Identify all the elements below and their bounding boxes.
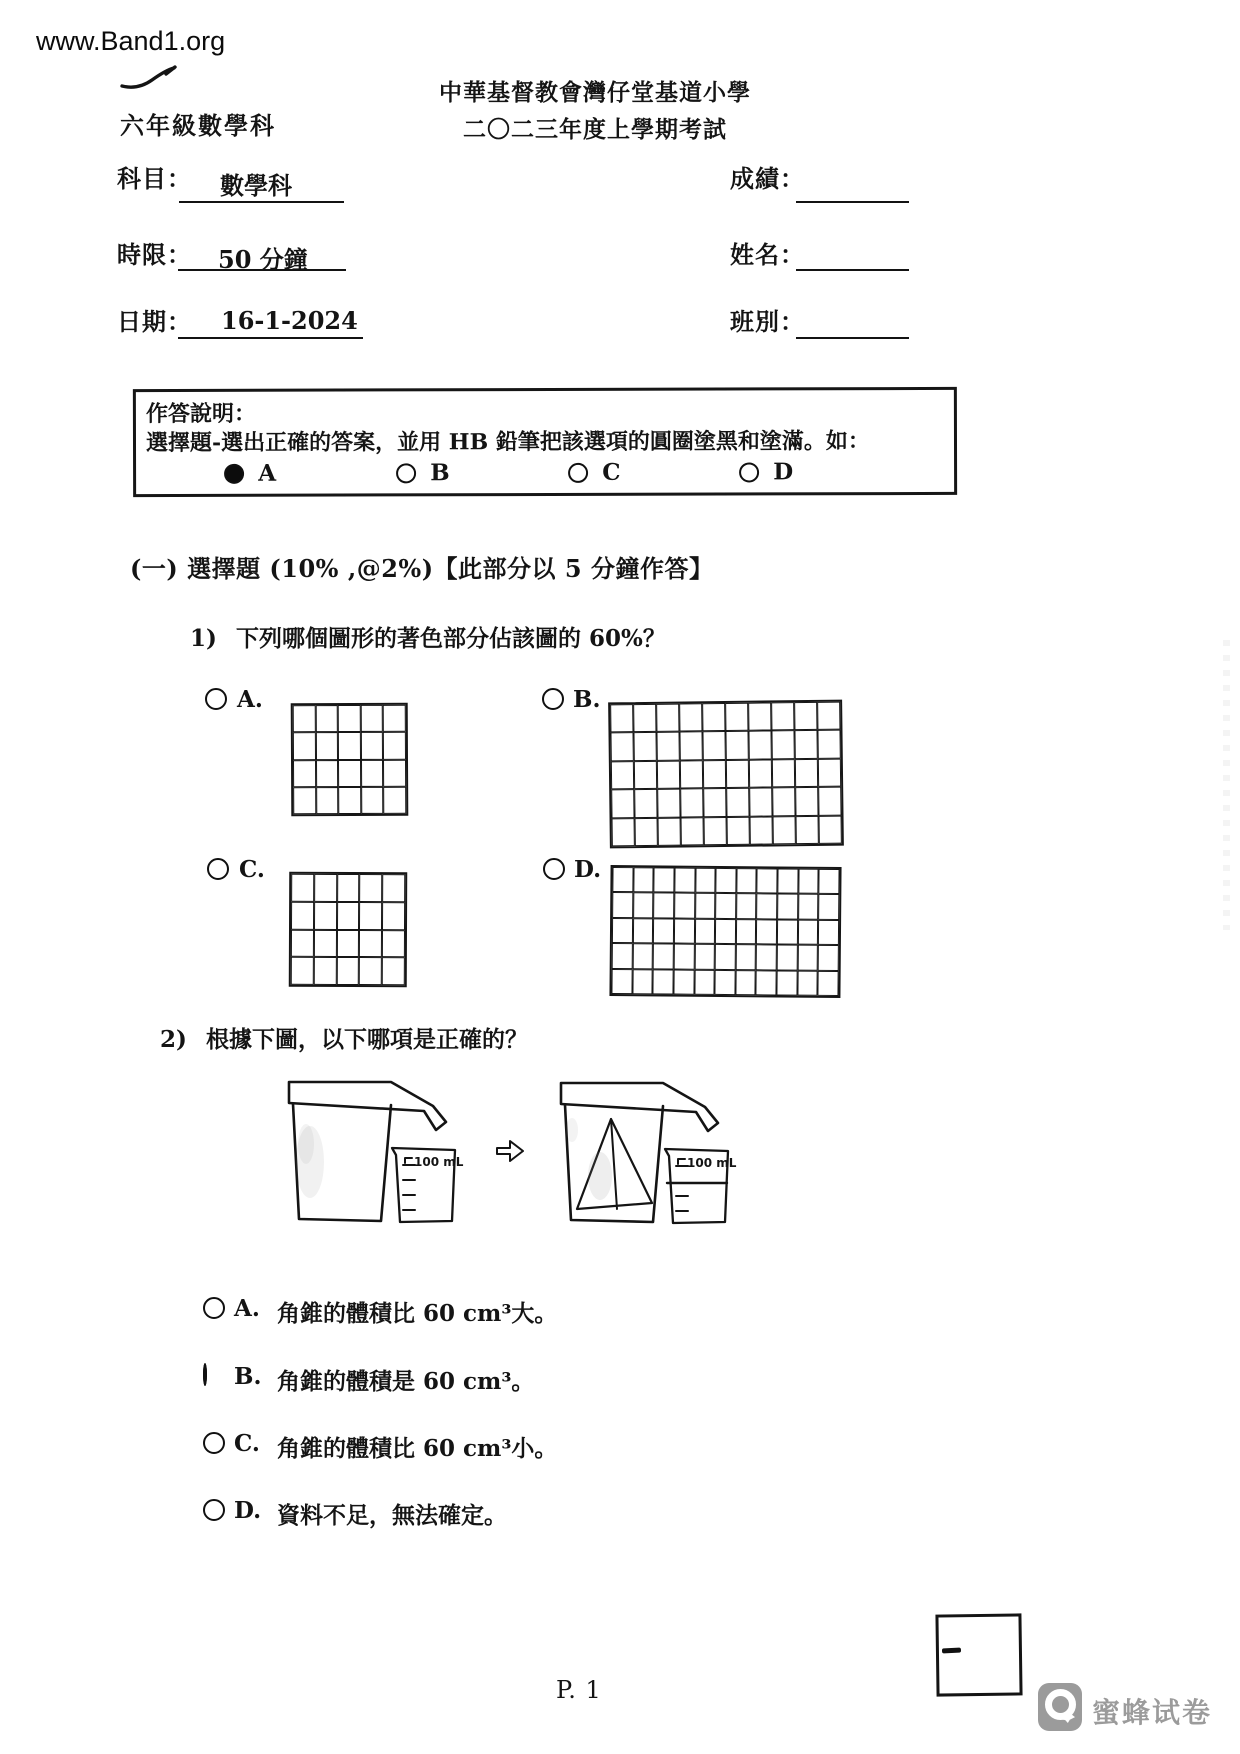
- grid-cell: [715, 944, 736, 970]
- grid-cell: [653, 969, 674, 995]
- handwritten-score-box: [935, 1613, 1022, 1696]
- grid-cell: [293, 760, 316, 787]
- q1-option-a-bubble: [205, 688, 227, 710]
- grid-cell: [314, 929, 337, 957]
- grid-cell: [694, 969, 715, 995]
- left-container-shading2: [298, 1124, 314, 1164]
- time-label: 時限：: [117, 240, 192, 269]
- q1-option-d-bubble: [543, 858, 565, 880]
- grid-cell: [771, 702, 794, 731]
- q1-option-c-grid: [289, 872, 408, 988]
- grid-cell: [694, 944, 715, 970]
- score-underline: [796, 201, 909, 203]
- grid-cell: [794, 730, 817, 759]
- grid-cell: [653, 893, 674, 919]
- grid-cell: [771, 731, 794, 760]
- name-label: 姓名：: [730, 240, 805, 269]
- section-heading: (一) 選擇題 (10% ,@2%)【此部分以 5 分鐘作答】: [130, 554, 714, 583]
- grid-cell: [337, 874, 360, 902]
- class-label: 班別：: [730, 307, 805, 336]
- right-cup-tick-marks: [676, 1166, 688, 1211]
- grid-cell: [795, 759, 818, 788]
- q2-option-a-text: 角錐的體積比 60 cm³大。: [277, 1300, 558, 1327]
- example-option-c: [568, 459, 620, 486]
- left-container-rim: [289, 1082, 446, 1130]
- grid-cell: [715, 919, 736, 945]
- date-underline: [178, 337, 363, 339]
- grid-cell: [726, 760, 749, 789]
- grid-cell: [795, 787, 818, 816]
- q1-option-a-grid: [291, 703, 409, 817]
- scan-artifact-strip: [1223, 640, 1230, 930]
- grid-cell: [611, 761, 634, 790]
- grid-cell: [736, 868, 757, 894]
- grid-cell: [798, 894, 819, 920]
- grid-cell: [338, 787, 361, 814]
- grid-cell: [316, 760, 339, 787]
- question-2: [160, 1021, 528, 1054]
- brand-name: 蜜蜂试卷: [1092, 1696, 1213, 1729]
- grid-cell: [338, 759, 361, 786]
- grid-cell: [727, 816, 750, 845]
- q1-option-b-bubble: [542, 688, 564, 710]
- grid-cell: [315, 705, 338, 732]
- page-number: P. 1: [556, 1676, 602, 1704]
- grid-cell: [657, 789, 680, 818]
- watermark-url: www.Band1.org: [36, 26, 226, 56]
- q1-option-c-letter: C.: [239, 856, 265, 883]
- subject-label: 科目：: [117, 164, 192, 193]
- grid-cell: [612, 918, 633, 944]
- grid-cell: [337, 902, 360, 930]
- grid-cell: [736, 893, 757, 919]
- grid-cell: [674, 868, 695, 894]
- subject-underline: [179, 201, 344, 203]
- q1-option-b-grid: [608, 700, 844, 849]
- example-bubble-a: [224, 463, 244, 483]
- class-underline: [796, 337, 909, 339]
- example-option-d: [739, 458, 793, 485]
- grid-cell: [293, 705, 316, 732]
- q1-option-d-grid: [609, 865, 841, 998]
- question-1-text: 下列哪個圖形的著色部分佔該圖的 60%？: [235, 625, 666, 652]
- grid-cell: [716, 868, 737, 894]
- grid-cell: [818, 970, 839, 996]
- example-option-a: [224, 460, 276, 487]
- grid-cell: [654, 867, 675, 893]
- grid-cell: [772, 759, 795, 788]
- left-cup-100-tick: [405, 1158, 412, 1163]
- grid-cell: [612, 818, 635, 847]
- school-name: 中華基督教會灣仔堂基道小學: [439, 79, 751, 106]
- grid-cell: [315, 732, 338, 759]
- grid-cell: [694, 919, 715, 945]
- grid-cell: [818, 787, 841, 816]
- q1-option-d-letter: D.: [574, 856, 602, 883]
- exam-title: 二〇二三年度上學期考試: [463, 116, 727, 143]
- right-cup-100-tick: [678, 1159, 685, 1164]
- example-letter-d: D: [773, 458, 794, 486]
- grid-cell: [291, 874, 314, 902]
- grid-cell: [818, 894, 839, 920]
- grid-cell: [695, 868, 716, 894]
- grid-cell: [656, 704, 679, 733]
- grid-cell: [653, 918, 674, 944]
- grid-cell: [777, 945, 798, 971]
- grid-cell: [757, 868, 778, 894]
- grid-cell: [681, 817, 704, 846]
- q2-option-d-bubble: [203, 1499, 225, 1521]
- grid-cell: [798, 919, 819, 945]
- right-container-rim: [561, 1083, 718, 1131]
- grid-cell: [293, 787, 316, 814]
- grid-cell: [674, 944, 695, 970]
- example-bubble-c: [568, 462, 588, 482]
- grid-cell: [757, 894, 778, 920]
- grid-cell: [611, 789, 634, 818]
- left-cup-tick-marks: [403, 1165, 415, 1210]
- question-2-number: 2): [160, 1026, 187, 1053]
- instructions-body: 選擇題-選出正確的答案，並用 HB 鉛筆把該選項的圓圈塗黑和塗滿。如：: [145, 428, 870, 457]
- grid-cell: [818, 758, 841, 787]
- q2-option-a-letter: A.: [234, 1295, 260, 1322]
- grid-cell: [359, 902, 382, 930]
- q1-option-c-bubble: [207, 858, 229, 880]
- grid-cell: [777, 868, 798, 894]
- instructions-title: 作答說明：: [145, 400, 256, 428]
- grid-cell: [715, 893, 736, 919]
- example-option-b: [396, 459, 450, 486]
- grid-cell: [338, 732, 361, 759]
- right-container-shading: [566, 1118, 578, 1142]
- grid-cell: [633, 704, 656, 733]
- pyramid-front-edge: [611, 1119, 617, 1209]
- grid-cell: [772, 787, 795, 816]
- grid-cell: [612, 892, 633, 918]
- grid-cell: [336, 929, 359, 957]
- example-bubble-b: [396, 463, 416, 483]
- grid-cell: [336, 957, 359, 985]
- q2-option-c-letter: C.: [234, 1430, 260, 1457]
- grid-cell: [703, 788, 726, 817]
- grid-cell: [338, 705, 361, 732]
- grid-cell: [797, 945, 818, 971]
- handwritten-checkmark: [118, 60, 178, 94]
- grid-cell: [674, 893, 695, 919]
- grid-cell: [735, 970, 756, 996]
- grid-cell: [679, 703, 702, 732]
- grid-cell: [383, 759, 406, 786]
- grade-subject: 六年級數學科: [120, 111, 276, 140]
- q2-option-a-bubble: [203, 1297, 225, 1319]
- time-value: 50 分鐘: [218, 245, 308, 274]
- grid-cell: [777, 894, 798, 920]
- grid-cell: [382, 874, 405, 902]
- subject-value: 數學科: [220, 171, 292, 200]
- right-arrow-icon: [497, 1141, 523, 1161]
- grid-cell: [703, 760, 726, 789]
- grid-cell: [656, 732, 679, 761]
- grid-cell: [632, 969, 653, 995]
- grid-cell: [361, 787, 384, 814]
- grid-cell: [610, 733, 633, 762]
- time-underline: [178, 269, 346, 271]
- grid-cell: [361, 732, 384, 759]
- grid-cell: [658, 817, 681, 846]
- grid-cell: [291, 957, 314, 985]
- grid-cell: [635, 817, 658, 846]
- grid-cell: [818, 945, 839, 971]
- grid-cell: [293, 732, 316, 759]
- example-letter-b: B: [430, 459, 450, 487]
- grid-cell: [748, 702, 771, 731]
- grid-cell: [316, 787, 339, 814]
- grid-cell: [756, 970, 777, 996]
- grid-cell: [736, 919, 757, 945]
- grid-cell: [314, 957, 337, 985]
- q2-option-b-letter: B.: [234, 1363, 262, 1390]
- grid-cell: [361, 705, 384, 732]
- grid-cell: [749, 759, 772, 788]
- grid-cell: [749, 788, 772, 817]
- grid-cell: [819, 815, 842, 844]
- grid-cell: [680, 788, 703, 817]
- grid-cell: [702, 703, 725, 732]
- example-letter-a: A: [258, 459, 277, 487]
- grid-cell: [748, 731, 771, 760]
- grid-cell: [633, 918, 654, 944]
- grid-cell: [382, 957, 405, 985]
- date-value: 16-1-2024: [221, 306, 358, 335]
- grid-cell: [612, 943, 633, 969]
- right-cup-label: 100 mL: [687, 1156, 737, 1170]
- grid-cell: [611, 969, 632, 995]
- q2-option-b-text: 角錐的體積是 60 cm³。: [277, 1368, 535, 1395]
- grid-cell: [726, 788, 749, 817]
- grid-cell: [756, 944, 777, 970]
- grid-cell: [383, 732, 406, 759]
- grid-cell: [817, 702, 840, 731]
- grid-cell: [657, 760, 680, 789]
- grid-cell: [632, 943, 653, 969]
- q2-option-b-bubble: [203, 1363, 207, 1386]
- grid-cell: [818, 920, 839, 946]
- grid-cell: [817, 730, 840, 759]
- grid-cell: [679, 732, 702, 761]
- grid-cell: [756, 919, 777, 945]
- q2-option-c-text: 角錐的體積比 60 cm³小。: [277, 1435, 558, 1462]
- grid-cell: [725, 703, 748, 732]
- grid-cell: [361, 759, 384, 786]
- answer-instructions-box: [133, 387, 957, 497]
- q2-option-d-text: 資料不足，無法確定。: [277, 1502, 507, 1529]
- grid-cell: [680, 760, 703, 789]
- grid-cell: [359, 957, 382, 985]
- grid-cell: [702, 731, 725, 760]
- grid-cell: [633, 867, 654, 893]
- grid-cell: [773, 816, 796, 845]
- grid-cell: [673, 969, 694, 995]
- grid-cell: [715, 970, 736, 996]
- q2-option-c-bubble: [203, 1432, 225, 1454]
- grid-cell: [794, 702, 817, 731]
- grid-cell: [610, 704, 633, 733]
- grid-cell: [725, 731, 748, 760]
- question-1-number: 1): [190, 625, 217, 652]
- left-cup-label: 100 mL: [414, 1155, 464, 1169]
- grid-cell: [796, 815, 819, 844]
- grid-cell: [382, 930, 405, 958]
- q2-option-d-letter: D.: [234, 1497, 262, 1524]
- grid-cell: [384, 786, 407, 813]
- grid-cell: [633, 893, 654, 919]
- brand-logo-icon: [1038, 1683, 1082, 1731]
- grid-cell: [360, 874, 383, 902]
- grid-cell: [634, 789, 657, 818]
- grid-cell: [291, 902, 314, 930]
- grid-cell: [634, 761, 657, 790]
- grid-cell: [704, 817, 727, 846]
- volume-experiment-diagram: [270, 1070, 740, 1235]
- example-letter-c: C: [602, 458, 621, 486]
- grid-cell: [291, 929, 314, 957]
- q1-option-b-letter: B.: [573, 686, 601, 713]
- grid-cell: [735, 944, 756, 970]
- question-2-text: 根據下圖，以下哪項是正確的？: [205, 1026, 528, 1053]
- grid-cell: [382, 902, 405, 930]
- handwritten-dash: [942, 1648, 961, 1654]
- question-1: [190, 620, 666, 653]
- grid-cell: [314, 902, 337, 930]
- grid-cell: [633, 732, 656, 761]
- grid-cell: [314, 874, 337, 902]
- q1-option-a-letter: A.: [237, 686, 263, 713]
- grid-cell: [653, 944, 674, 970]
- pyramid-shading: [588, 1152, 612, 1200]
- grid-cell: [359, 930, 382, 958]
- name-underline: [796, 269, 909, 271]
- grid-cell: [674, 918, 695, 944]
- date-label: 日期：: [117, 307, 192, 336]
- example-bubble-d: [739, 462, 759, 482]
- grid-cell: [750, 816, 773, 845]
- grid-cell: [383, 705, 406, 732]
- grid-cell: [819, 869, 840, 895]
- grid-cell: [612, 867, 633, 893]
- grid-cell: [797, 970, 818, 996]
- grid-cell: [777, 919, 798, 945]
- grid-cell: [695, 893, 716, 919]
- grid-cell: [777, 970, 798, 996]
- score-label: 成績：: [730, 164, 805, 193]
- grid-cell: [798, 869, 819, 895]
